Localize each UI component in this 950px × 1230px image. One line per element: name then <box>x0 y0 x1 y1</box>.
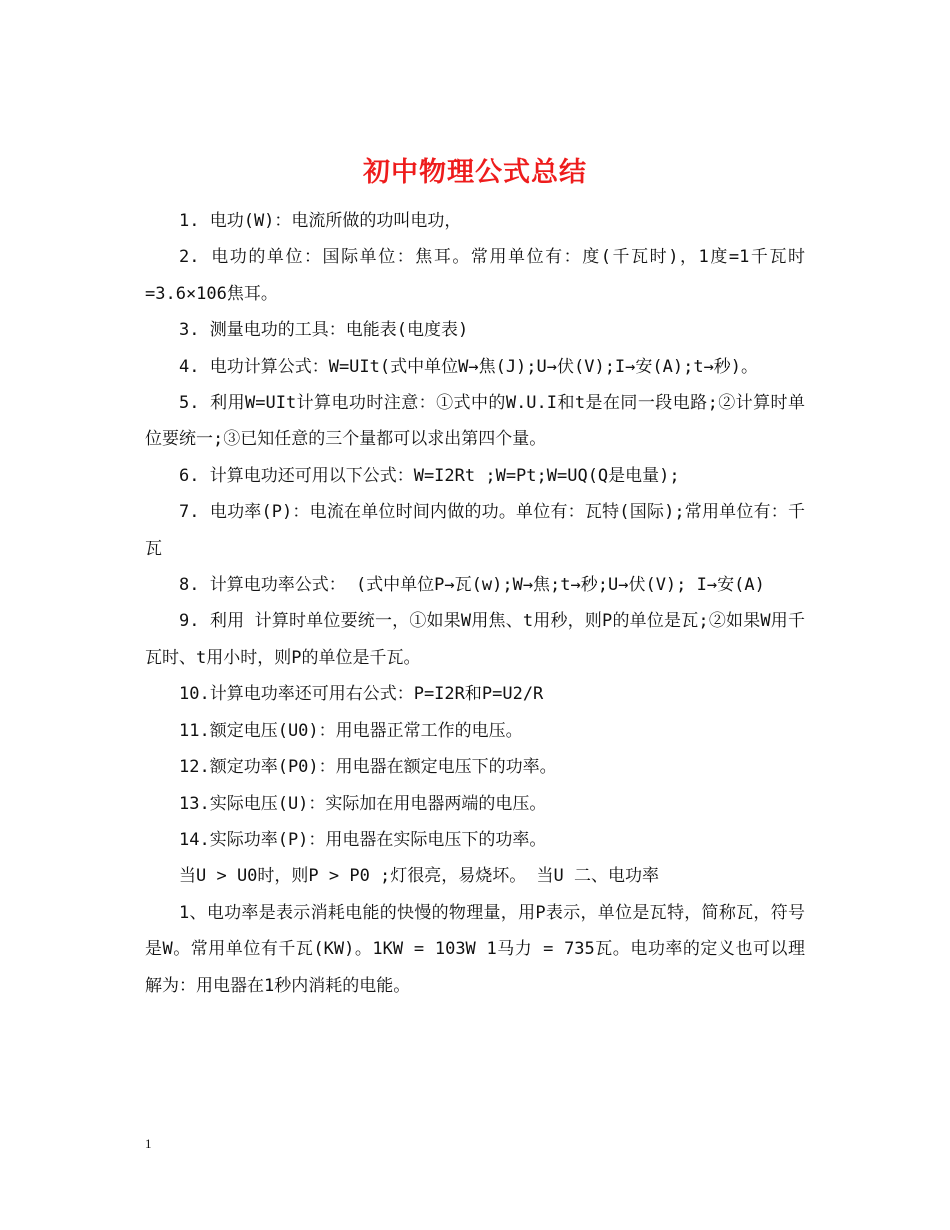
paragraph-5: 5. 利用W=UIt计算电功时注意：①式中的W.U.I和t是在同一段电路;②计算时单位要统一;③已知任意的三个量都可以求出第四个量。 <box>145 393 805 450</box>
paragraph-10: 10.计算电功率还可用右公式：P=I2R和P=U2/R <box>179 684 544 705</box>
paragraph-3: 3. 测量电功的工具：电能表(电度表) <box>179 320 469 341</box>
paragraph-14: 14.实际功率(P)：用电器在实际电压下的功率。 <box>179 829 547 850</box>
paragraph-12: 12.额定功率(P0)：用电器在额定电压下的功率。 <box>179 757 557 778</box>
paragraph-8: 8. 计算电功率公式： (式中单位P→瓦(w);W→焦;t→秒;U→伏(V); I→安(A) <box>179 575 765 596</box>
paragraph-4: 4. 电功计算公式：W=UIt(式中单位W→焦(J);U→伏(V);I→安(A);t→秒)。 <box>179 356 759 377</box>
paragraph-9: 9. 利用 计算时单位要统一，①如果W用焦、t用秒，则P的单位是瓦;②如果W用千瓦时、t用小时，则P的单位是千瓦。 <box>145 611 805 668</box>
paragraph-11: 11.额定电压(U0)：用电器正常工作的电压。 <box>179 720 523 741</box>
paragraph-6: 6. 计算电功还可用以下公式：W=I2Rt ;W=Pt;W=UQ(Q是电量); <box>179 465 680 486</box>
paragraph-16: 1、电功率是表示消耗电能的快慢的物理量，用P表示，单位是瓦特，简称瓦，符号是W。常用单位有千瓦(KW)。1KW = 103W 1马力 = 735瓦。电功率的定义也可以理解为：用电器在1秒内消耗的电能。 <box>145 902 805 996</box>
document-body <box>145 203 805 1004</box>
paragraph-15: 当U > U0时，则P > P0 ;灯很亮，易烧坏。 当U 二、电功率 <box>179 866 659 887</box>
paragraph-1: 1. 电功(W)：电流所做的功叫电功， <box>179 211 462 231</box>
paragraph-2: 2. 电功的单位：国际单位：焦耳。常用单位有：度(千瓦时)，1度=1千瓦时=3.6×106焦耳。 <box>145 247 805 304</box>
page-number: 1 <box>145 1136 152 1151</box>
paragraph-13: 13.实际电压(U)：实际加在用电器两端的电压。 <box>179 793 547 814</box>
paragraph-7: 7. 电功率(P)：电流在单位时间内做的功。单位有：瓦特(国际);常用单位有：千瓦 <box>145 502 805 559</box>
page-title: 初中物理公式总结 <box>363 157 587 189</box>
